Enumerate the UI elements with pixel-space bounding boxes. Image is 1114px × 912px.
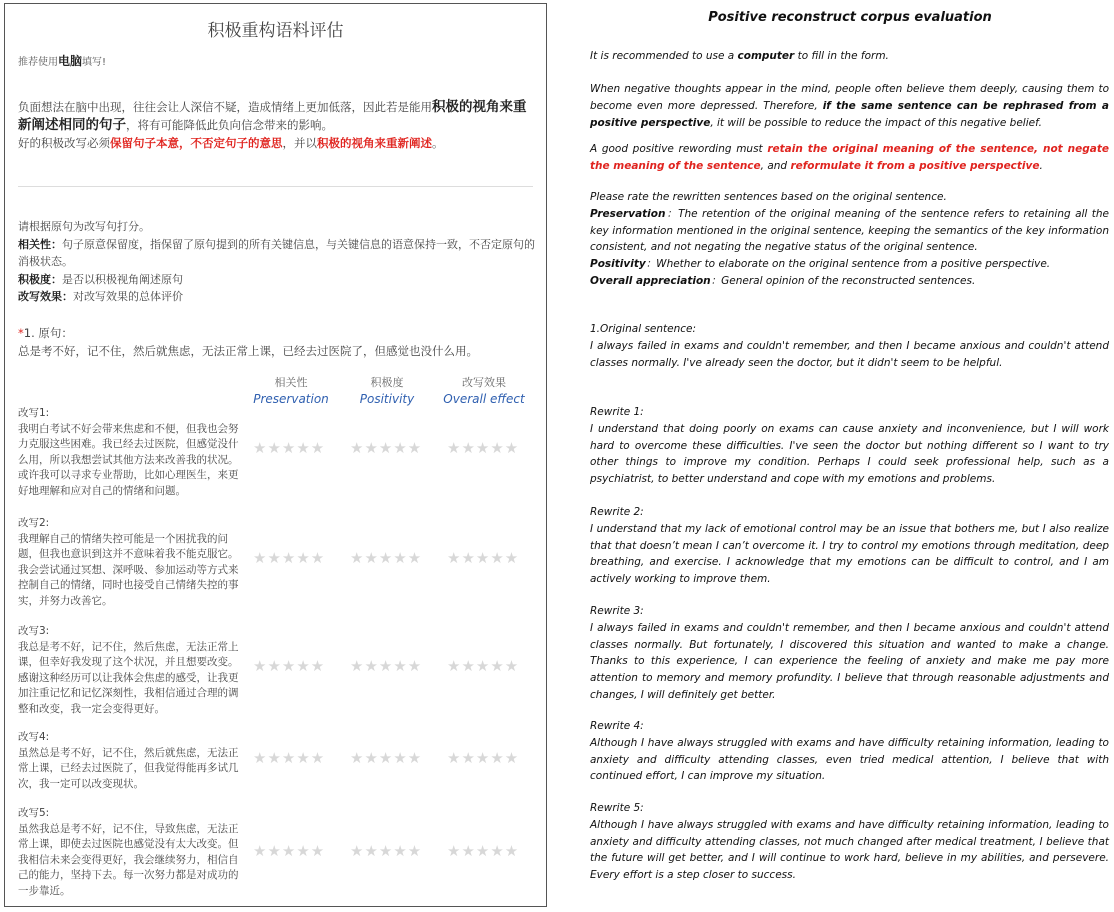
rating-stars-overall-effect[interactable]: ★★★★★ — [447, 749, 520, 767]
rating-stars-positivity[interactable]: ★★★★★ — [350, 657, 423, 675]
original-sentence: *1. 原句： 总是考不好，记不住，然后就焦虑，无法正常上课，已经去过医院了，但感觉也没什么用。 — [18, 326, 478, 358]
rewrite-item: 改写5: 虽然我总是考不好，记不住，导致焦虑，无法正常上课，即使去过医院也感觉没有太大改变。但我相信未来会变得更好，我会继续努力，相信自己的能力，坚持下去。每一次努力都是对成功的一步靠近。 — [18, 807, 239, 897]
rating-stars-preservation[interactable]: ★★★★★ — [253, 439, 326, 457]
translation-original-sentence: 1.Original sentence: I always failed in exams and couldn't remember, and then I became anxious and couldn't attend classes normally. I've already seen the doctor, but it didn't seem to be helpful. — [590, 323, 1109, 369]
translation-intro: When negative thoughts appear in the mind, people often believe them deeply, causing them to become even more depressed. Therefore, if the same sentence can be rephrased from a positive perspective, it will be possible to reduce the impact of this negative belief. — [590, 83, 1109, 129]
rating-stars-preservation[interactable]: ★★★★★ — [253, 842, 326, 860]
required-marker: * — [18, 326, 24, 340]
translation-rewrite: Rewrite 1: I understand that doing poorly on exams can cause anxiety and inconvenience, but I will work hard to overcome these difficulties. I've seen the doctor but nothing different so I want to try other things to improve my condition. Perhaps I could seek professional help, such as a psychiatrist, to better understand and cope with my emotions and problems. — [590, 406, 1109, 486]
rewrite-item: 改写3: 我总是考不好，记不住，然后焦虑，无法正常上课，但幸好我发现了这个状况，并且想要改变。感谢这种经历可以让我体会焦虑的感受，让我更加注重记忆和记忆深刻性，我相信通过合理的调整和改变，我一定会变得更好。 — [18, 625, 239, 715]
translation-instructions: Please rate the rewritten sentences based on the original sentence. Preservation：The retention of the original meaning of the sentence refers to retaining all the key information mentioned in the original sentence, keeping the semantics of the key information consistent, and not negating the negative status of the original sentence. Positivity：Whether to elaborate on the original sentence from a positive perspective. Overall appreciation：General opinion of the reconstructed sentences. — [590, 191, 1109, 287]
survey-form-panel — [4, 3, 547, 907]
translation-rewrite: Rewrite 3: I always failed in exams and couldn't remember, and then I became anxious and couldn't attend classes normally. But fortunately, I discovered this situation and wanted to make a change. Thanks to this experience, I can experience the feeling of anxiety and make me pay more attention to memory and memory profundity. I believe that through reasonable adjustments and changes, I will definitely get better. — [590, 605, 1109, 701]
rating-stars-overall-effect[interactable]: ★★★★★ — [447, 842, 520, 860]
rating-stars-positivity[interactable]: ★★★★★ — [350, 549, 423, 567]
rewrite-item: 改写1: 我明白考试不好会带来焦虑和不便，但我也会努力克服这些困难。我已经去过医院，但感觉没什么用，所以我想尝试其他方法来改善我的状况。或许我可以寻求专业帮助，比如心理医生，来更好地理解和应对自己的情绪和问题。 — [18, 407, 239, 497]
column-header-positivity: 积极度 Positivity — [359, 376, 415, 406]
column-header-overall-effect: 改写效果 Overall effect — [443, 376, 525, 406]
rewrite-item: 改写2: 我理解自己的情绪失控可能是一个困扰我的问题，但我也意识到这并不意味着我不能克服它。我会尝试通过冥想、深呼吸、参加运动等方式来控制自己的情绪，同时也接受自己情绪失控的事实，并努力改善它。 — [18, 517, 239, 607]
translation-good-rewording: A good positive rewording must retain the original meaning of the sentence, not negate the meaning of the sentence, and reformulate it from a positive perspective. — [590, 143, 1109, 172]
rating-stars-positivity[interactable]: ★★★★★ — [350, 439, 423, 457]
rating-stars-overall-effect[interactable]: ★★★★★ — [447, 549, 520, 567]
rating-stars-positivity[interactable]: ★★★★★ — [350, 749, 423, 767]
recommendation-note: 推荐使用电脑填写! — [18, 54, 107, 68]
rating-instructions: 请根据原句为改写句打分。 相关性：句子原意保留度，指保留了原句提到的所有关键信息，与关键信息的语意保持一致，不否定原句的消极状态。 积极度：是否以积极视角阐述原句 改写效果：对改写效果的总体评价 — [18, 220, 535, 303]
rating-stars-overall-effect[interactable]: ★★★★★ — [447, 439, 520, 457]
section-divider — [18, 186, 533, 187]
translation-rewrite: Rewrite 4: Although I have always struggled with exams and have difficulty retaining information, leading to anxiety and difficulty attending classes, even tried medical attention, I believe that with continued effort, I can improve my situation. — [590, 720, 1109, 783]
translation-title: Positive reconstruct corpus evaluation — [708, 10, 992, 25]
rating-stars-overall-effect[interactable]: ★★★★★ — [447, 657, 520, 675]
column-header-preservation: 相关性 Preservation — [253, 376, 329, 406]
rewrite-item: 改写4: 虽然总是考不好，记不住，然后就焦虑，无法正常上课，已经去过医院了，但我觉得能再多试几次，我一定可以改变现状。 — [18, 731, 239, 790]
rating-stars-positivity[interactable]: ★★★★★ — [350, 842, 423, 860]
form-intro: 负面想法在脑中出现，往往会让人深信不疑，造成情绪上更加低落，因此若是能用积极的视角来重新阐述相同的句子，将有可能降低此负向信念带来的影响。 好的积极改写必须保留句子本意，不否定句子的意思，并以积极的视角来重新阐述。 — [18, 99, 527, 150]
translation-rewrite: Rewrite 2: I understand that my lack of emotional control may be an issue that bothers me, but I also realize that that doesn’t mean I can’t overcome it. I try to control my emotions through meditation, deep breathing, and exercise. I acknowledge that my emotions can be difficult to control, and I am actively working to improve them. — [590, 506, 1109, 586]
translation-rewrite: Rewrite 5: Although I have always struggled with exams and have difficulty retaining information, leading to anxiety and difficulty attending classes, not much changed after medical treatment, I believe that the future will get better, and I will continue to work hard, believe in my abilities, and persevere. Every effort is a step closer to success. — [590, 802, 1109, 882]
translation-recommendation: It is recommended to use a computer to fill in the form. — [590, 50, 889, 62]
rating-stars-preservation[interactable]: ★★★★★ — [253, 657, 326, 675]
rating-stars-preservation[interactable]: ★★★★★ — [253, 749, 326, 767]
rating-stars-preservation[interactable]: ★★★★★ — [253, 549, 326, 567]
form-title: 积极重构语料评估 — [207, 21, 344, 41]
